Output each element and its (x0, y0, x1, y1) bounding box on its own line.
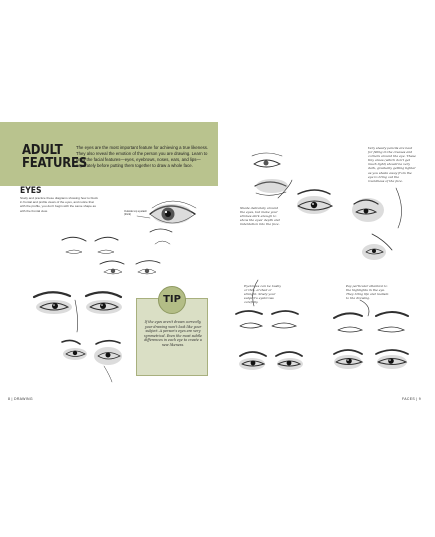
note-middle-left: Shade delicately around the eyes, but make your strokes dark enough to show the eyes' depth and indentation into the face. (240, 206, 280, 227)
right-eyebrow-pairs-drawing (236, 311, 408, 332)
footer-left: 8 | DRAWING (8, 397, 33, 401)
right-wide-eye-drawing (297, 190, 332, 214)
title-line-2: FEATURES (22, 156, 87, 171)
right-bottom-eyes-drawing (239, 350, 408, 370)
note-lower-left: Eyebrows can be bushy or thin, arched or straight. Study your subject's eyebrows carefully. (244, 284, 282, 305)
eyes-heading: EYES (20, 186, 42, 196)
tip-text: If the eyes aren't drawn correctly, your drawing won't look like your subject. A person's eyes are very symmetrical. Even the most subtle differences in each eye to create a new likeness. (144, 320, 202, 347)
bottom-eyes-drawing (62, 340, 122, 382)
note-lower-right: Pay particular attention to the highlights in the eye. They bring life and realism to the drawing. (346, 284, 389, 301)
pointer-curve-lower-right (360, 300, 369, 316)
tip-label: TIP (163, 294, 181, 305)
eyelash-label: Outside top eyelash (thick) (124, 210, 147, 217)
eyes-paragraph: Study and practice these diagrams showing how to block in frontal and profile views of the eyes, and notice that with the profile, you don't begin with the same shape as with the frontal view. (20, 196, 98, 213)
eye-pair-sketch (100, 261, 160, 274)
right-top-eyes-drawing (252, 153, 288, 195)
eyebrow-sketches-row (62, 229, 172, 254)
title-line-1: ADULT (22, 143, 63, 158)
large-eye-drawing (150, 201, 196, 224)
note-top-right: Very steady pencils are best for filling in the creases and corners around the eye. These tiny areas (which don't get much light) should be very dark, gradually getting lighter as you shade away from the eye to bring out the roundness of the face. (368, 146, 416, 183)
pointer-curve-right (396, 188, 402, 228)
intro-paragraph: The eyes are the most important feature for achieving a true likeness. They also reveal the emotion of the person you are drawing. Learn to draw the facial features—eyes, eyebrows, noses, ears, and lips—separately before putting them together to draw a whole face. (76, 145, 209, 168)
footer-right: FACES | 9 (402, 397, 421, 401)
right-profile-eye-drawing (352, 198, 392, 260)
label-pointer-line (137, 216, 150, 218)
shaded-eyes-drawing (34, 292, 122, 332)
